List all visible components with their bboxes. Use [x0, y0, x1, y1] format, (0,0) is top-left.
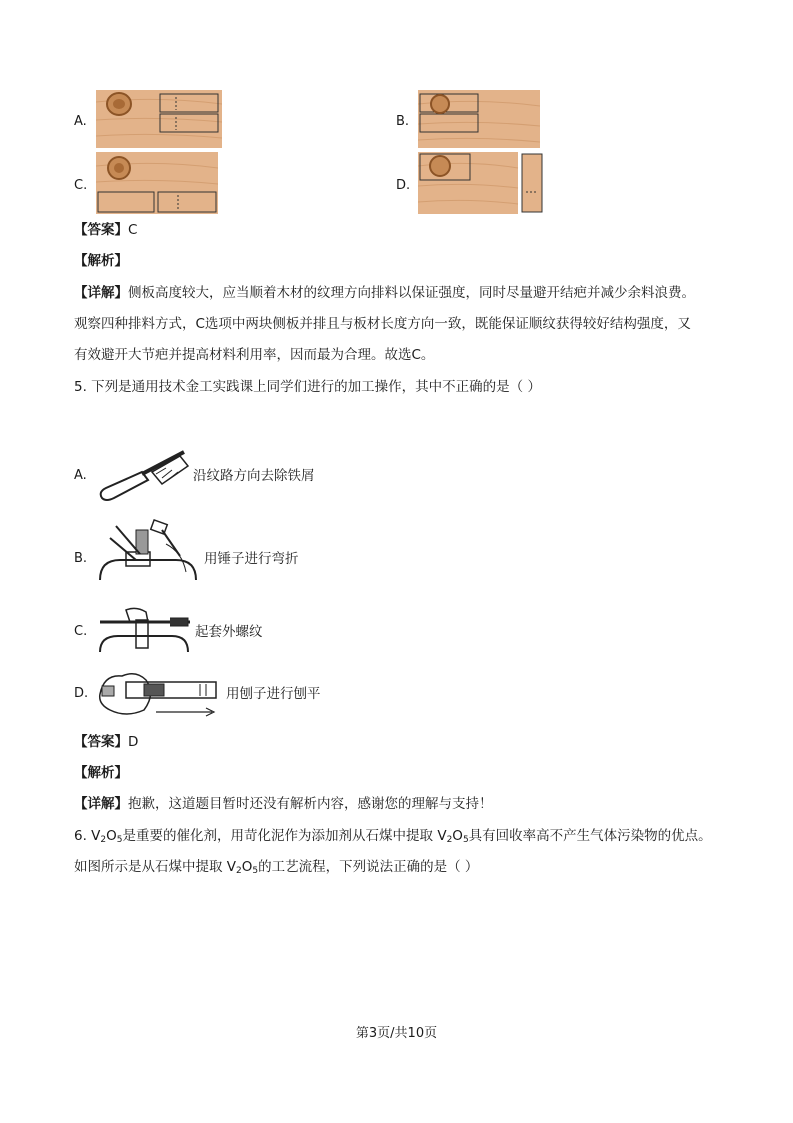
q4-option-a-board-image	[96, 90, 222, 148]
q5-question: 5. 下列是通用技术金工实践课上同学们进行的加工操作，其中不正确的是（ ）	[74, 379, 541, 395]
q5-option-a-label: A.	[74, 468, 87, 483]
q5-answer	[74, 732, 138, 752]
q4-option-d-board-image	[418, 152, 544, 214]
q5-answer-tag: 【答案】	[74, 734, 128, 750]
q4-option-c-board-image	[96, 152, 218, 214]
q5-option-b-caption: 用锤子进行弯折	[204, 551, 299, 567]
q6-text-part: O	[241, 859, 253, 875]
q6-subscript: 2	[236, 866, 242, 876]
q4-option-b-board-image	[418, 90, 540, 148]
q6-subscript: 5	[252, 866, 259, 876]
q6-subscript: 5	[116, 835, 123, 845]
q4-answer-tag: 【答案】	[74, 222, 128, 238]
q4-detail-text-1: 侧板高度较大，应当顺着木材的纹理方向排料以保证强度，同时尽量避开结疤并减少余料浪费。	[128, 285, 695, 301]
q4-answer-value: C	[128, 222, 138, 238]
q5-option-c-caption: 起套外螺纹	[195, 624, 263, 640]
q6-text-part: 的工艺流程，下列说法正确的是（ ）	[258, 859, 479, 875]
q5-option-b-label: B.	[74, 551, 88, 566]
q5-option-c-label: C.	[74, 624, 88, 639]
q5-detail-line	[74, 794, 493, 814]
q6-text-part: 6. V	[74, 828, 101, 844]
q6-question-line-1	[74, 826, 712, 850]
q5-option-d-plane-image	[96, 664, 224, 720]
q6-text-part: O	[106, 828, 117, 844]
q5-option-b-hammer-image	[96, 516, 198, 584]
page-number: 第3页/共10页	[355, 1026, 438, 1041]
q6-subscript: 2	[446, 835, 453, 845]
q4-detail-line-2: 观察四种排料方式，C选项中两块侧板并排且与板材长度方向一致，既能保证顺纹获得较好结构强度，又	[74, 316, 691, 332]
q4-option-b-label: B.	[396, 114, 410, 129]
q4-option-a-label: A.	[74, 114, 87, 129]
q4-answer	[74, 220, 137, 240]
q4-option-c-label: C.	[74, 178, 88, 193]
q5-detail-tag: 【详解】	[74, 796, 128, 812]
q6-text-part: 具有回收率高不产生气体污染物的优点。	[468, 828, 712, 844]
q5-option-a-file-image	[96, 444, 192, 504]
q6-subscript: 2	[100, 835, 107, 845]
q6-subscript: 5	[462, 835, 469, 845]
q4-analysis-tag: 【解析】	[74, 253, 128, 269]
q5-analysis-tag: 【解析】	[74, 765, 128, 781]
q5-option-d-label: D.	[74, 686, 89, 701]
q5-option-d-caption: 用刨子进行刨平	[226, 686, 321, 702]
q4-option-d-label: D.	[396, 178, 411, 193]
q6-text-part: 如图所示是从石煤中提取 V	[74, 859, 237, 875]
q6-text-part: O	[452, 828, 463, 844]
q6-question-line-2	[74, 857, 478, 881]
q5-answer-value: D	[128, 734, 139, 750]
q4-detail-line-3: 有效避开大节疤并提高材料利用率，因而最为合理。故选C。	[74, 347, 435, 363]
q5-option-a-caption: 沿纹路方向去除铁屑	[193, 468, 315, 484]
q4-detail-tag: 【详解】	[74, 285, 128, 301]
q5-detail-text: 抱歉，这道题目暂时还没有解析内容，感谢您的理解与支持！	[128, 796, 493, 812]
q6-text-part: 是重要的催化剂，用苛化泥作为添加剂从石煤中提取 V	[122, 828, 447, 844]
q5-option-c-die-image	[96, 604, 192, 654]
q4-detail-line-1	[74, 283, 695, 303]
